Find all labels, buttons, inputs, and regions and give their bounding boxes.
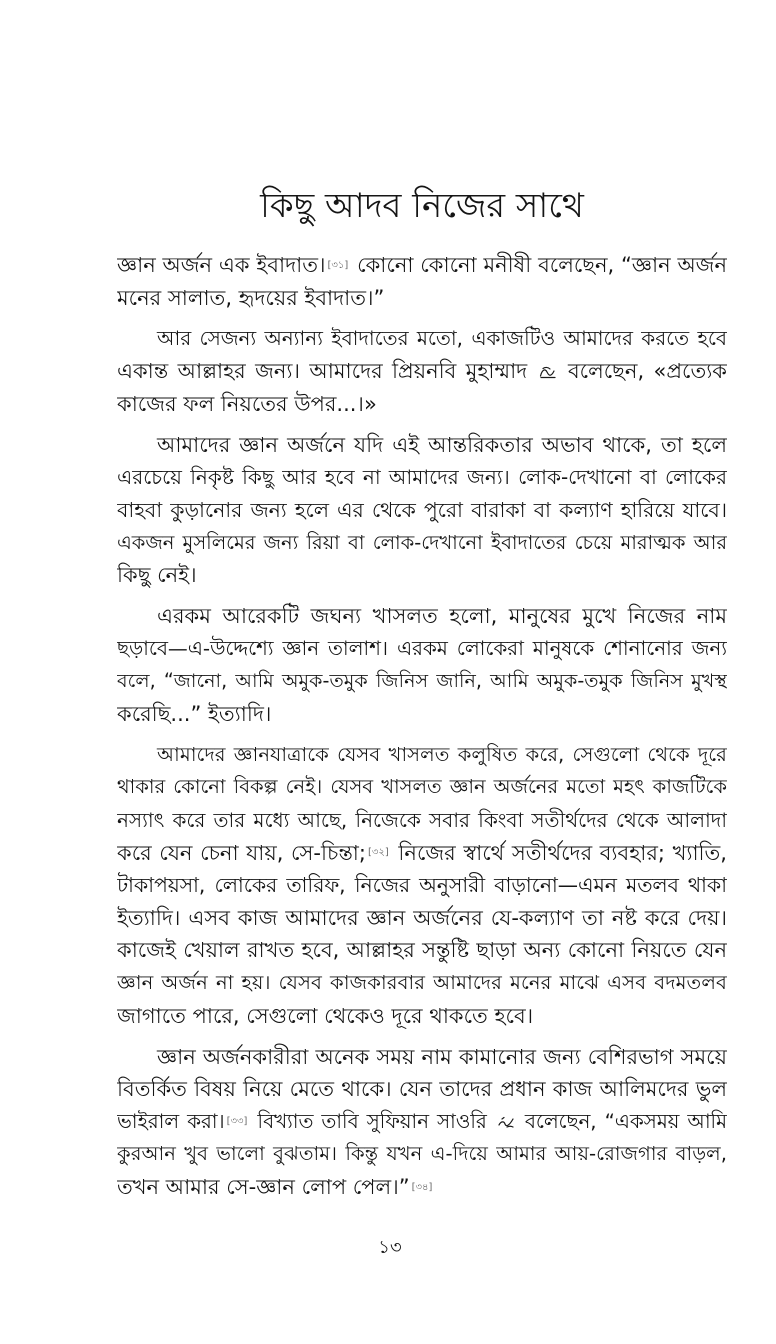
text-run: কিছু নেই। bbox=[117, 563, 197, 588]
footnote-marker: [৩৩] bbox=[226, 1116, 248, 1127]
text-line bbox=[117, 527, 727, 560]
rahimahullah-icon bbox=[497, 1115, 515, 1129]
text-run: বিতর্কিত বিষয় নিয়ে মেতে থাকে। যেন তাদের প্রধান কাজ আলিমদের ভুল bbox=[117, 1077, 727, 1102]
paragraph bbox=[117, 323, 727, 421]
text-line bbox=[117, 1106, 727, 1139]
text-line bbox=[117, 388, 727, 421]
text-run: কোনো কোনো মনীষী বলেছেন, “জ্ঞান অর্জন bbox=[350, 253, 727, 277]
text-run: জ্ঞান অর্জনকারীরা অনেক সময় নাম কামানোর জন্য বেশিরভাগ সময়ে bbox=[157, 1044, 727, 1069]
text-line bbox=[117, 869, 727, 902]
text-run: বাহবা কুড়ানোর জন্য হলে এর থেকে পুরো বারাকা বা কল্যাণ হারিয়ে যাবে। bbox=[117, 497, 727, 522]
text-line bbox=[117, 1041, 727, 1074]
text-run: জ্ঞান অর্জন এক ইবাদাত। bbox=[117, 253, 326, 277]
page-number: ১৩ bbox=[378, 1237, 402, 1258]
body-text bbox=[117, 249, 727, 1204]
text-line bbox=[117, 633, 727, 666]
text-run: আমাদের জ্ঞান অর্জনে যদি এই আন্তরিকতার অভাব থাকে, তা হলে bbox=[157, 432, 727, 457]
text-line bbox=[117, 1000, 727, 1033]
text-run: করেছি...” ইত্যাদি। bbox=[117, 701, 272, 726]
chapter-title: কিছু আদব নিজের সাথে bbox=[260, 186, 584, 226]
text-run: মনের সালাত, হৃদয়ের ইবাদাত।” bbox=[117, 285, 385, 310]
text-line bbox=[117, 665, 727, 698]
text-run: থাকার কোনো বিকল্প নেই। যেসব খাসলত জ্ঞান অর্জনের মতো মহৎ কাজটিকে bbox=[117, 775, 727, 799]
text-run: আমাদের জ্ঞানযাত্রাকে যেসব খাসলত কলুষিত করে, সেগুলো থেকে দূরে bbox=[157, 742, 727, 766]
text-run: জ্ঞান অর্জন না হয়। যেসব কাজকারবার আমাদের মনের মাঝে এসব বদমতলব bbox=[117, 971, 727, 995]
text-line bbox=[117, 771, 727, 804]
text-line bbox=[117, 355, 727, 388]
footnote-marker: [৩১] bbox=[327, 259, 349, 271]
text-run: ভাইরাল করা। bbox=[117, 1109, 225, 1133]
text-run: কাজেই খেয়াল রাখত হবে, আল্লাহর সন্তুষ্টি ছাড়া অন্য কোনো নিয়তে যেন bbox=[117, 938, 727, 963]
text-line bbox=[117, 837, 727, 870]
paragraph bbox=[117, 249, 727, 314]
text-run: বলেছেন, “একসময় আমি bbox=[516, 1109, 727, 1133]
footnote-marker: [৩২] bbox=[367, 847, 389, 859]
text-run: এরচেয়ে নিকৃষ্ট কিছু আর হবে না আমাদের জন্য। লোক-দেখানো বা লোকের bbox=[117, 465, 727, 490]
text-run: নিজের স্বার্থে সতীর্থদের ব্যবহার; খ্যাতি, bbox=[390, 840, 727, 865]
text-line bbox=[117, 698, 727, 731]
paragraph bbox=[117, 600, 727, 730]
text-run: একজন মুসলিমের জন্য রিয়া বা লোক-দেখানো ইবাদাতের চেয়ে মারাত্মক আর bbox=[117, 530, 727, 554]
text-line bbox=[117, 1138, 727, 1171]
text-run: একান্ত আল্লাহর জন্য। আমাদের প্রিয়নবি মুহাম্মাদ bbox=[117, 359, 537, 384]
text-line bbox=[117, 323, 727, 356]
text-run: ছড়াবে—এ-উদ্দেশ্যে জ্ঞান তালাশ। এরকম লোকেরা মানুষকে শোনানোর জন্য bbox=[117, 636, 727, 660]
text-run: করে যেন চেনা যায়, সে-চিন্তা; bbox=[117, 840, 366, 865]
text-line bbox=[117, 739, 727, 772]
text-run: টাকাপয়সা, লোকের তারিফ, নিজের অনুসারী বাড়ানো—এমন মতলব থাকা bbox=[117, 873, 727, 898]
text-line bbox=[117, 804, 727, 837]
text-line bbox=[117, 1073, 727, 1106]
text-line bbox=[117, 600, 727, 633]
text-line bbox=[117, 967, 727, 1000]
text-run: আর সেজন্য অন্যান্য ইবাদাতের মতো, একাজটিও আমাদের করতে হবে bbox=[157, 326, 727, 350]
text-run: বলে, “জানো, আমি অমুক-তমুক জিনিস জানি, আমি অমুক-তমুক জিনিস মুখস্থ bbox=[117, 669, 727, 693]
text-line bbox=[117, 461, 727, 494]
paragraph bbox=[117, 739, 727, 1032]
text-line bbox=[117, 559, 727, 592]
text-run: জাগাতে পারে, সেগুলো থেকেও দূরে থাকতে হবে। bbox=[117, 1003, 534, 1028]
text-line bbox=[117, 934, 727, 967]
text-line bbox=[117, 902, 727, 935]
paragraph bbox=[117, 1041, 727, 1204]
text-run: ইত্যাদি। এসব কাজ আমাদের জ্ঞান অর্জনের যে-কল্যাণ তা নষ্ট করে দেয়। bbox=[117, 905, 727, 930]
text-line bbox=[117, 1171, 727, 1204]
text-line bbox=[117, 494, 727, 527]
text-run: বিখ্যাত তাবি সুফিয়ান সাওরি bbox=[249, 1109, 495, 1133]
text-run: এরকম আরেকটি জঘন্য খাসলত হলো, মানুষের মুখে নিজের নাম bbox=[157, 604, 727, 629]
paragraph bbox=[117, 429, 727, 592]
text-run: বলেছেন, «প্রত্যেক bbox=[558, 359, 727, 384]
text-line bbox=[117, 282, 727, 315]
text-run: কুরআন খুব ভালো বুঝতাম। কিন্তু যখন এ-দিয়ে আমার আয়-রোজগার বাড়ল, bbox=[117, 1142, 727, 1166]
footnote-marker: [৩৪] bbox=[411, 1181, 433, 1193]
text-line bbox=[117, 249, 727, 282]
text-run: তখন আমার সে-জ্ঞান লোপ পেল।” bbox=[117, 1174, 410, 1199]
salawat-icon bbox=[539, 365, 557, 379]
text-run: কাজের ফল নিয়তের উপর...।» bbox=[117, 391, 377, 416]
text-run: নস্যাৎ করে তার মধ্যে আছে, নিজেকে সবার কিংবা সতীর্থদের থেকে আলাদা bbox=[117, 808, 727, 833]
text-line bbox=[117, 429, 727, 462]
